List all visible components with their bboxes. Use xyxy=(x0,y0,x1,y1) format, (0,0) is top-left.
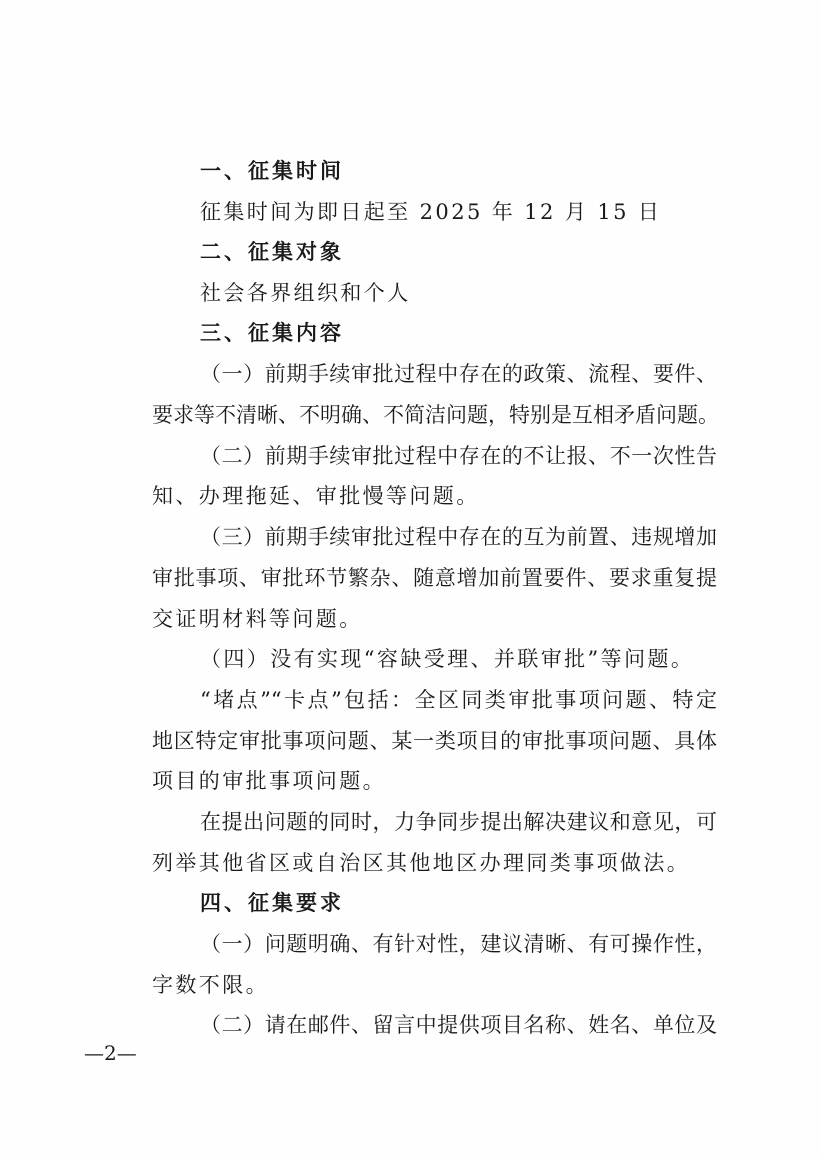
paragraph-line: 征集时间为即日起至 2025 年 12 月 15 日 xyxy=(200,200,662,224)
paragraph-line: “堵点”“卡点”包括：全区同类审批事项问题、特定 xyxy=(200,688,717,712)
paragraph-line: （二）前期手续审批过程中存在的不让报、不一次性告 xyxy=(200,444,717,468)
paragraph-line: 要求等不清晰、不明确、不简洁问题，特别是互相矛盾问题。 xyxy=(152,403,719,427)
paragraph-line: （一）问题明确、有针对性，建议清晰、有可操作性， xyxy=(200,932,717,956)
section-heading-2: 二、征集对象 xyxy=(200,240,344,264)
paragraph-line: （二）请在邮件、留言中提供项目名称、姓名、单位及 xyxy=(200,1013,717,1037)
paragraph-line: （一）前期手续审批过程中存在的政策、流程、要件、 xyxy=(200,362,717,386)
paragraph-line: （四）没有实现“容缺受理、并联审批”等问题。 xyxy=(200,647,695,671)
paragraph-line: 列举其他省区或自治区其他地区办理同类事项做法。 xyxy=(152,851,691,875)
page-number: —2— xyxy=(84,1041,137,1065)
section-heading-4: 四、征集要求 xyxy=(200,891,344,915)
paragraph-line: （三）前期手续审批过程中存在的互为前置、违规增加 xyxy=(200,525,717,549)
paragraph-line: 审批事项、审批环节繁杂、随意增加前置要件、要求重复提 xyxy=(152,566,717,590)
paragraph-line: 字数不限。 xyxy=(152,973,269,997)
paragraph-line: 社会各界组织和个人 xyxy=(200,281,411,305)
paragraph-line: 地区特定审批事项问题、某一类项目的审批事项问题、具体 xyxy=(152,729,717,753)
section-heading-3: 三、征集内容 xyxy=(200,321,344,345)
paragraph-line: 知、办理拖延、审批慢等问题。 xyxy=(152,484,480,508)
paragraph-line: 项目的审批事项问题。 xyxy=(152,769,386,793)
paragraph-line: 在提出问题的同时，力争同步提出解决建议和意见，可 xyxy=(200,810,717,834)
paragraph-line: 交证明材料等问题。 xyxy=(152,607,363,631)
section-heading-1: 一、征集时间 xyxy=(200,159,344,183)
